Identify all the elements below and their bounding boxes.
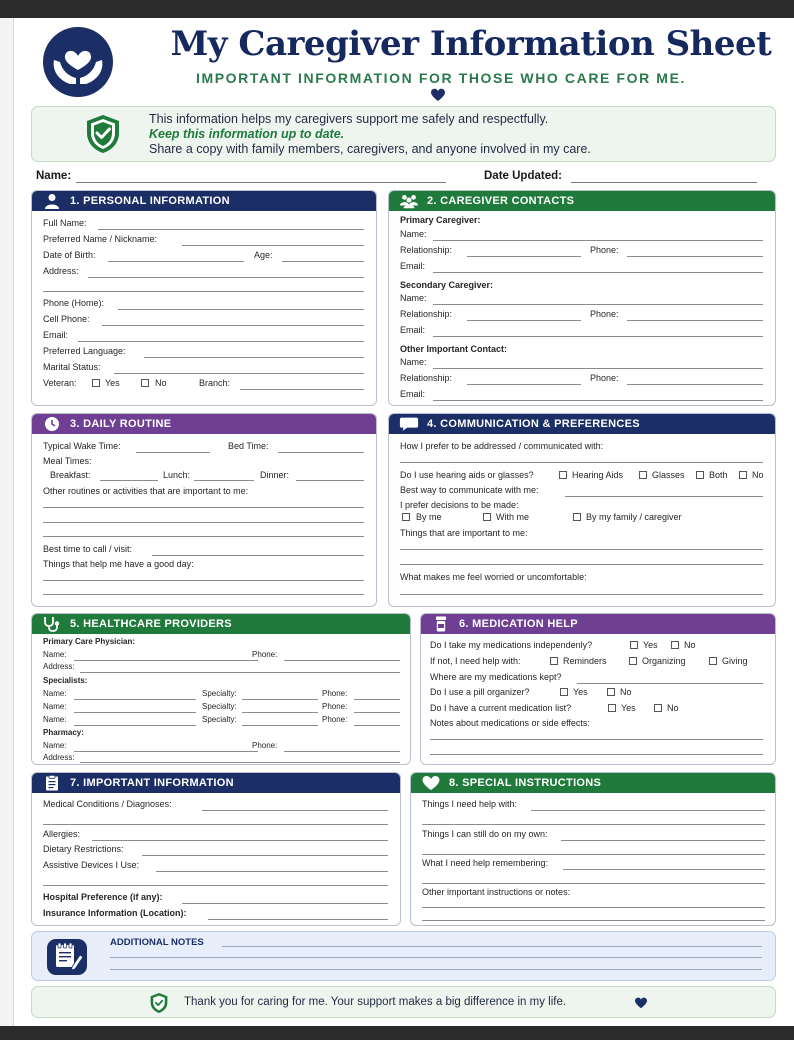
conditions-line-2[interactable] [43,824,388,825]
footer-banner [31,986,776,1018]
organizer-label: Do I use a pill organizer? [430,687,530,697]
organizer-yes-label: Yes [573,687,588,697]
glasses-checkbox[interactable] [639,471,647,479]
stethoscope-icon [42,616,62,632]
other-name-label: Name: [400,357,427,367]
med-notes-line-2[interactable] [430,754,763,755]
med-list-no-label: No [667,703,679,713]
by-me-label: By me [416,512,442,522]
med-list-yes-checkbox[interactable] [608,704,616,712]
phone-home-field[interactable] [118,309,364,310]
section-medication-help [420,613,776,765]
section-header [411,773,775,793]
hospital-label: Hospital Preference (if any): [43,892,163,902]
primary-relationship-field[interactable] [467,256,581,257]
people-icon [399,193,419,209]
help-with-field[interactable] [531,810,765,811]
specialist-2-specialty-field[interactable] [242,712,318,713]
specialist-2-phone-label: Phone: [322,702,348,711]
both-label: Both [709,470,728,480]
other-phone-field[interactable] [627,384,763,385]
devices-label: Assistive Devices I Use: [43,860,140,870]
conditions-label: Medical Conditions / Diagnoses: [43,799,172,809]
notepad-pen-icon [46,937,88,977]
heart-icon [634,997,648,1009]
language-label: Preferred Language: [43,346,126,356]
hearing-no-checkbox[interactable] [739,471,747,479]
other-contact-heading: Other Important Contact: [400,344,507,354]
good-day-line-2[interactable] [43,594,364,595]
addressed-field[interactable] [400,462,763,463]
left-page-edge [0,18,14,1026]
section-title: 2. CAREGIVER CONTACTS [427,195,575,207]
secondary-email-field[interactable] [433,336,763,337]
email-label: Email: [43,330,69,340]
section-header [389,414,775,434]
branch-label: Branch: [199,378,231,388]
wake-time-label: Typical Wake Time: [43,441,121,451]
other-email-field[interactable] [433,400,763,401]
primary-email-field[interactable] [433,272,763,273]
specialists-heading: Specialists: [43,676,88,685]
address-field[interactable] [88,277,364,278]
footer-text: Thank you for caring for me. Your support makes a big difference in my life. [184,996,567,1008]
notes-line-2[interactable] [110,957,762,958]
own-field[interactable] [561,840,765,841]
help-with-line-2[interactable] [422,824,765,825]
specialist-3-name-field[interactable] [74,725,196,726]
full-name-field[interactable] [98,229,364,230]
preferred-name-label: Preferred Name / Nickname: [43,234,158,244]
other-routines-line-2[interactable] [43,522,364,523]
best-time-label: Best time to call / visit: [43,544,133,554]
section-title: 8. SPECIAL INSTRUCTIONS [449,777,602,789]
worried-field[interactable] [400,594,763,595]
section-personal-information [31,190,377,406]
breakfast-label: Breakfast: [50,470,91,480]
other-relationship-field[interactable] [467,384,581,385]
pcp-name-field[interactable] [74,660,258,661]
section-header [32,614,410,634]
section-special-instructions [410,772,776,926]
independently-yes-label: Yes [643,640,658,650]
allergies-field[interactable] [92,840,388,841]
reminders-checkbox[interactable] [550,657,558,665]
hearing-label: Do I use hearing aids or glasses? [400,470,534,480]
organizer-no-checkbox[interactable] [607,688,615,696]
specialist-1-specialty-field[interactable] [242,699,318,700]
other-routines-line-1[interactable] [43,507,364,508]
name-field[interactable] [76,182,446,183]
phone-home-label: Phone (Home): [43,298,105,308]
cell-phone-label: Cell Phone: [43,314,90,324]
dinner-field[interactable] [296,480,364,481]
secondary-name-label: Name: [400,293,427,303]
notes-line-1[interactable] [222,946,762,947]
veteran-label: Veteran: [43,378,77,388]
intro-line-3: Share a copy with family members, caregivers, and anyone involved in my care. [149,142,591,156]
branch-field[interactable] [240,389,364,390]
full-name-label: Full Name: [43,218,87,228]
hearing-aids-checkbox[interactable] [559,471,567,479]
med-notes-line-1[interactable] [430,739,763,740]
independently-no-checkbox[interactable] [671,641,679,649]
kept-field[interactable] [577,683,763,684]
heart-icon [421,775,441,791]
secondary-phone-field[interactable] [627,320,763,321]
section-title: 3. DAILY ROUTINE [70,418,172,430]
lunch-field[interactable] [194,480,254,481]
specialist-3-specialty-label: Specialty: [202,715,237,724]
organizing-label: Organizing [642,656,686,666]
clipboard-icon [42,775,62,791]
conditions-field[interactable] [202,810,388,811]
organizing-checkbox[interactable] [629,657,637,665]
intro-line-1: This information helps my caregivers support me safely and respectfully. [149,112,549,126]
address-label: Address: [43,266,79,276]
pcp-address-label: Address: [43,662,75,671]
specialist-2-specialty-label: Specialty: [202,702,237,711]
primary-phone-label: Phone: [590,245,619,255]
with-me-checkbox[interactable] [483,513,491,521]
section-daily-routine [31,413,377,607]
age-field[interactable] [282,261,364,262]
section-title: 5. HEALTHCARE PROVIDERS [70,618,232,630]
diet-label: Dietary Restrictions: [43,844,124,854]
section-communication-preferences [388,413,776,607]
best-way-field[interactable] [565,496,763,497]
cell-phone-field[interactable] [102,325,364,326]
section-header [32,191,376,211]
med-list-no-checkbox[interactable] [654,704,662,712]
own-label: Things I can still do on my own: [422,829,548,839]
worried-label: What makes me feel worried or uncomfortable: [400,572,587,582]
pharmacy-address-field[interactable] [80,762,400,763]
other-routines-label: Other routines or activities that are important to me: [43,486,249,496]
own-line-2[interactable] [422,854,765,855]
other-phone-label: Phone: [590,373,619,383]
veteran-no-label: No [155,378,167,388]
primary-email-label: Email: [400,261,426,271]
section-title: 6. MEDICATION HELP [459,618,578,630]
email-field[interactable] [78,341,364,342]
shield-check-icon [148,992,170,1014]
specialist-2-phone-field[interactable] [354,712,400,713]
shield-check-icon [82,113,124,155]
specialist-3-phone-label: Phone: [322,715,348,724]
pharmacy-name-label: Name: [43,741,67,750]
primary-phone-field[interactable] [627,256,763,257]
help-with-label: Things I need help with: [422,799,518,809]
med-list-label: Do I have a current medication list? [430,703,572,713]
by-family-label: By my family / caregiver [586,512,682,522]
specialist-1-specialty-label: Specialty: [202,689,237,698]
other-name-field[interactable] [433,368,763,369]
secondary-name-field[interactable] [433,304,763,305]
secondary-caregiver-heading: Secondary Caregiver: [400,280,494,290]
specialist-3-specialty-field[interactable] [242,725,318,726]
hands-heart-icon [36,26,120,98]
pcp-address-field[interactable] [80,672,400,673]
remembering-line-2[interactable] [422,883,765,884]
organizer-yes-checkbox[interactable] [560,688,568,696]
section-title: 4. COMMUNICATION & PREFERENCES [427,418,640,430]
pcp-phone-label: Phone: [252,650,278,659]
good-day-line-1[interactable] [43,580,364,581]
pharmacy-phone-field[interactable] [284,751,400,752]
specialist-2-name-label: Name: [43,702,67,711]
bed-time-label: Bed Time: [228,441,269,451]
bottom-edge [0,1026,794,1040]
insurance-label: Insurance Information (Location): [43,908,187,918]
secondary-relationship-label: Relationship: [400,309,453,319]
marital-field[interactable] [114,373,364,374]
organizer-no-label: No [620,687,632,697]
remembering-label: What I need help remembering: [422,858,549,868]
best-way-label: Best way to communicate with me: [400,485,539,495]
address-field-line-2[interactable] [43,291,364,292]
by-family-checkbox[interactable] [573,513,581,521]
important-things-line-2[interactable] [400,564,763,565]
secondary-phone-label: Phone: [590,309,619,319]
primary-caregiver-heading: Primary Caregiver: [400,215,481,225]
specialist-1-phone-label: Phone: [322,689,348,698]
section-healthcare-providers [31,613,411,765]
page-title: My Caregiver Information Sheet [170,24,772,64]
best-time-field[interactable] [152,555,364,556]
section-header [32,414,376,434]
section-header [389,191,775,211]
specialist-1-name-label: Name: [43,689,67,698]
giving-label: Giving [722,656,748,666]
additional-notes-title: ADDITIONAL NOTES [110,937,204,948]
with-me-label: With me [496,512,530,522]
pill-bottle-icon [431,616,451,632]
language-field[interactable] [144,357,364,358]
remembering-field[interactable] [563,869,765,870]
pharmacy-phone-label: Phone: [252,741,278,750]
other-instructions-line-2[interactable] [422,920,765,921]
other-relationship-label: Relationship: [400,373,453,383]
specialist-2-name-field[interactable] [74,712,196,713]
med-notes-label: Notes about medications or side effects: [430,718,590,728]
section-header [421,614,775,634]
pcp-phone-field[interactable] [284,660,400,661]
section-important-information [31,772,401,926]
breakfast-field[interactable] [100,480,158,481]
dob-field[interactable] [108,261,244,262]
lunch-label: Lunch: [163,470,191,480]
pcp-name-label: Name: [43,650,67,659]
section-caregiver-contacts [388,190,776,406]
allergies-label: Allergies: [43,829,81,839]
dinner-label: Dinner: [260,470,290,480]
heart-icon [430,88,446,102]
section-title: 7. IMPORTANT INFORMATION [70,777,234,789]
intro-line-2: Keep this information up to date. [149,127,345,141]
other-instructions-line-1[interactable] [422,907,765,908]
other-routines-line-3[interactable] [43,536,364,537]
glasses-label: Glasses [652,470,685,480]
important-things-label: Things that are important to me: [400,528,528,538]
preferred-name-field[interactable] [182,245,364,246]
giving-checkbox[interactable] [709,657,717,665]
important-things-line-1[interactable] [400,549,763,550]
other-instructions-label: Other important instructions or notes: [422,887,571,897]
marital-label: Marital Status: [43,362,101,372]
insurance-field[interactable] [208,919,388,920]
other-email-label: Email: [400,389,426,399]
veteran-yes-checkbox[interactable] [92,379,100,387]
caregiver-sheet [14,18,794,1026]
independently-no-label: No [684,640,696,650]
decisions-label: I prefer decisions to be made: [400,500,519,510]
secondary-email-label: Email: [400,325,426,335]
addressed-label: How I prefer to be addressed / communicated with: [400,441,604,451]
speech-bubble-icon [399,416,419,432]
section-header [32,773,400,793]
primary-name-field[interactable] [433,240,763,241]
meal-times-label: Meal Times: [43,456,92,466]
by-me-checkbox[interactable] [402,513,410,521]
specialist-3-name-label: Name: [43,715,67,724]
clock-icon [42,416,62,432]
section-title: 1. PERSONAL INFORMATION [70,195,230,207]
age-label: Age: [254,250,273,260]
kept-label: Where are my medications kept? [430,672,562,682]
diet-field[interactable] [142,855,388,856]
if-not-label: If not, I need help with: [430,656,521,666]
wake-time-field[interactable] [136,452,210,453]
date-updated-label: Date Updated: [484,170,562,182]
hearing-aids-label: Hearing Aids [572,470,624,480]
pcp-heading: Primary Care Physician: [43,637,136,646]
hospital-field[interactable] [182,903,388,904]
hearing-no-label: No [752,470,764,480]
specialist-1-phone-field[interactable] [354,699,400,700]
reminders-label: Reminders [563,656,607,666]
primary-relationship-label: Relationship: [400,245,453,255]
dob-label: Date of Birth: [43,250,96,260]
secondary-relationship-field[interactable] [467,320,581,321]
independently-yes-checkbox[interactable] [630,641,638,649]
independently-label: Do I take my medications independenly? [430,640,593,650]
name-label: Name: [36,170,72,182]
devices-line-2[interactable] [43,885,388,886]
notes-line-3[interactable] [110,969,762,970]
pharmacy-address-label: Address: [43,753,75,762]
specialist-3-phone-field[interactable] [354,725,400,726]
page-subtitle: IMPORTANT INFORMATION FOR THOSE WHO CARE FOR ME. [195,70,687,86]
veteran-no-checkbox[interactable] [141,379,149,387]
pharmacy-heading: Pharmacy: [43,728,84,737]
additional-notes-box [31,931,776,981]
both-checkbox[interactable] [696,471,704,479]
bed-time-field[interactable] [278,452,364,453]
primary-name-label: Name: [400,229,427,239]
date-updated-field[interactable] [571,182,757,183]
good-day-label: Things that help me have a good day: [43,559,194,569]
intro-box [31,106,776,162]
devices-field[interactable] [156,871,388,872]
person-icon [42,193,62,209]
pharmacy-name-field[interactable] [74,751,258,752]
med-list-yes-label: Yes [621,703,636,713]
specialist-1-name-field[interactable] [74,699,196,700]
veteran-yes-label: Yes [105,378,120,388]
